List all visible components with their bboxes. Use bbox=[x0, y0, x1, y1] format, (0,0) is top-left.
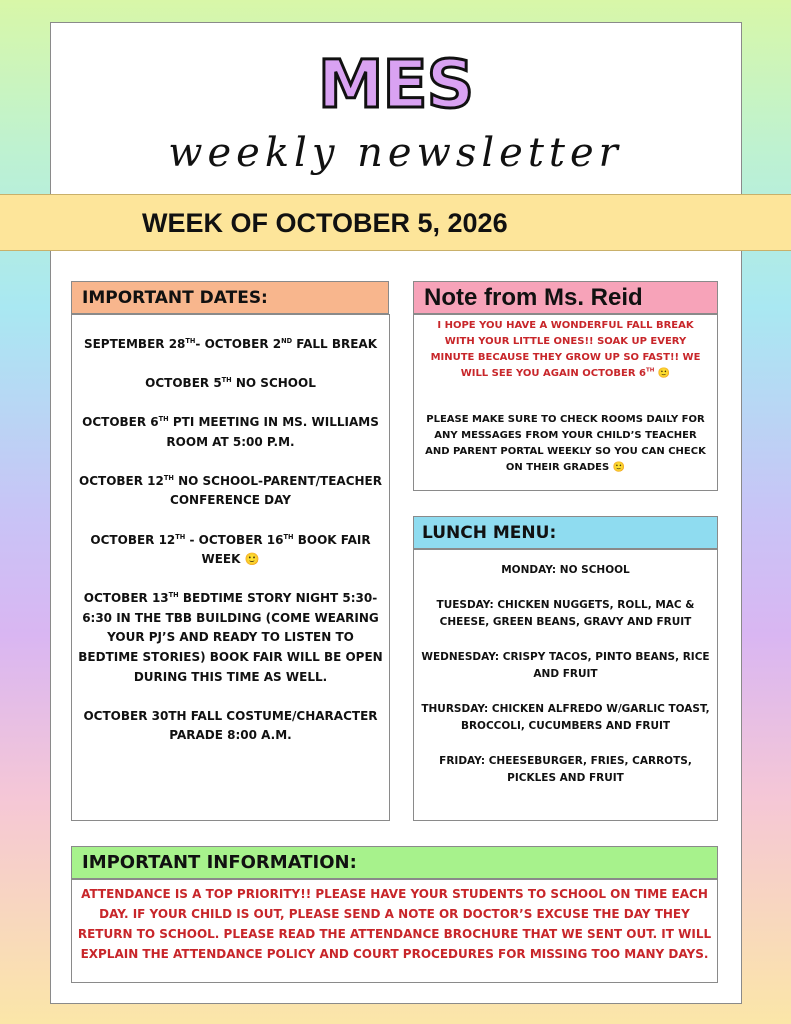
lunch-item: WEDNESDAY: CRISPY TACOS, PINTO BEANS, RICE AND FRUIT bbox=[421, 651, 710, 680]
week-banner bbox=[0, 194, 791, 251]
lunch-menu-list bbox=[414, 550, 717, 787]
note-box bbox=[413, 314, 718, 491]
important-dates-list bbox=[72, 315, 389, 746]
important-info-heading: IMPORTANT INFORMATION: bbox=[82, 852, 357, 873]
smiley-icon: 🙂 bbox=[612, 462, 626, 473]
important-dates-header bbox=[71, 281, 389, 314]
date-item: OCTOBER 30TH FALL COSTUME/CHARACTER PARADE 8:00 A.M. bbox=[83, 708, 378, 743]
note-header bbox=[413, 281, 718, 314]
smiley-icon: 🙂 bbox=[244, 552, 260, 567]
smiley-icon: 🙂 bbox=[657, 368, 671, 379]
weekly-newsletter-subtitle: weekly newsletter bbox=[168, 130, 623, 176]
mes-logo: MES bbox=[317, 46, 474, 123]
important-info-text: ATTENDANCE IS A TOP PRIORITY!! PLEASE HAVE YOUR STUDENTS TO SCHOOL ON TIME EACH DAY. IF YOUR CHILD IS OUT, PLEASE SEND A NOTE OR DOCTOR’S EXCUSE THE DAY THEY RETURN TO SCHOOL. PLEASE READ THE ATTENDANCE BROCHURE THAT WE SENT OUT. IT WILL EXPLAIN THE ATTENDANCE POLICY AND COURT PROCEDURES FOR MISSING TOO MANY DAYS. bbox=[77, 887, 712, 961]
note-paragraph-2: PLEASE MAKE SURE TO CHECK ROOMS DAILY FOR ANY MESSAGES FROM YOUR CHILD’S TEACHER AND PARENT PORTAL WEEKLY SO YOU CAN CHECK ON THEIR GRADES 🙂 bbox=[425, 414, 706, 473]
important-dates-box bbox=[71, 314, 390, 821]
date-item: OCTOBER 12TH - OCTOBER 16TH BOOK FAIR WEEK 🙂 bbox=[90, 532, 371, 567]
lunch-item: MONDAY: NO SCHOOL bbox=[501, 564, 630, 576]
note-heading: Note from Ms. Reid bbox=[424, 284, 643, 311]
date-item: OCTOBER 12TH NO SCHOOL-PARENT/TEACHER CONFERENCE DAY bbox=[79, 473, 382, 508]
important-info-header bbox=[71, 846, 718, 879]
lunch-item: TUESDAY: CHICKEN NUGGETS, ROLL, MAC & CHEESE, GREEN BEANS, GRAVY AND FRUIT bbox=[436, 599, 695, 628]
date-item: SEPTEMBER 28TH- OCTOBER 2ND FALL BREAK bbox=[83, 337, 378, 351]
lunch-menu-heading: LUNCH MENU: bbox=[422, 523, 557, 543]
date-item: OCTOBER 6TH PTI MEETING IN MS. WILLIAMS ROOM AT 5:00 P.M. bbox=[82, 415, 379, 449]
date-item: OCTOBER 13TH BEDTIME STORY NIGHT 5:30-6:30 IN THE TBB BUILDING (COME WEARING YOUR PJ’S AND READY TO LISTEN TO BEDTIME STORIES) BOOK FAIR WILL BE OPEN DURING THIS TIME AS WELL. bbox=[78, 591, 383, 684]
note-paragraph-1: I HOPE YOU HAVE A WONDERFUL FALL BREAK WITH YOUR LITTLE ONES!! SOAK UP EVERY MINUTE BECAUSE THEY GROW UP SO FAST!! WE WILL SEE YOU AGAIN OCTOBER 6TH 🙂 bbox=[430, 320, 701, 379]
lunch-menu-header bbox=[413, 516, 718, 549]
important-info-box bbox=[71, 879, 718, 983]
date-item: OCTOBER 5TH NO SCHOOL bbox=[145, 376, 316, 391]
week-title: WEEK OF OCTOBER 5, 2026 bbox=[142, 208, 508, 238]
important-dates-heading: IMPORTANT DATES: bbox=[82, 288, 268, 308]
lunch-item: FRIDAY: CHEESEBURGER, FRIES, CARROTS, PICKLES AND FRUIT bbox=[439, 755, 692, 784]
lunch-menu-box bbox=[413, 549, 718, 821]
lunch-item: THURSDAY: CHICKEN ALFREDO W/GARLIC TOAST, BROCCOLI, CUCUMBERS AND FRUIT bbox=[421, 703, 710, 732]
